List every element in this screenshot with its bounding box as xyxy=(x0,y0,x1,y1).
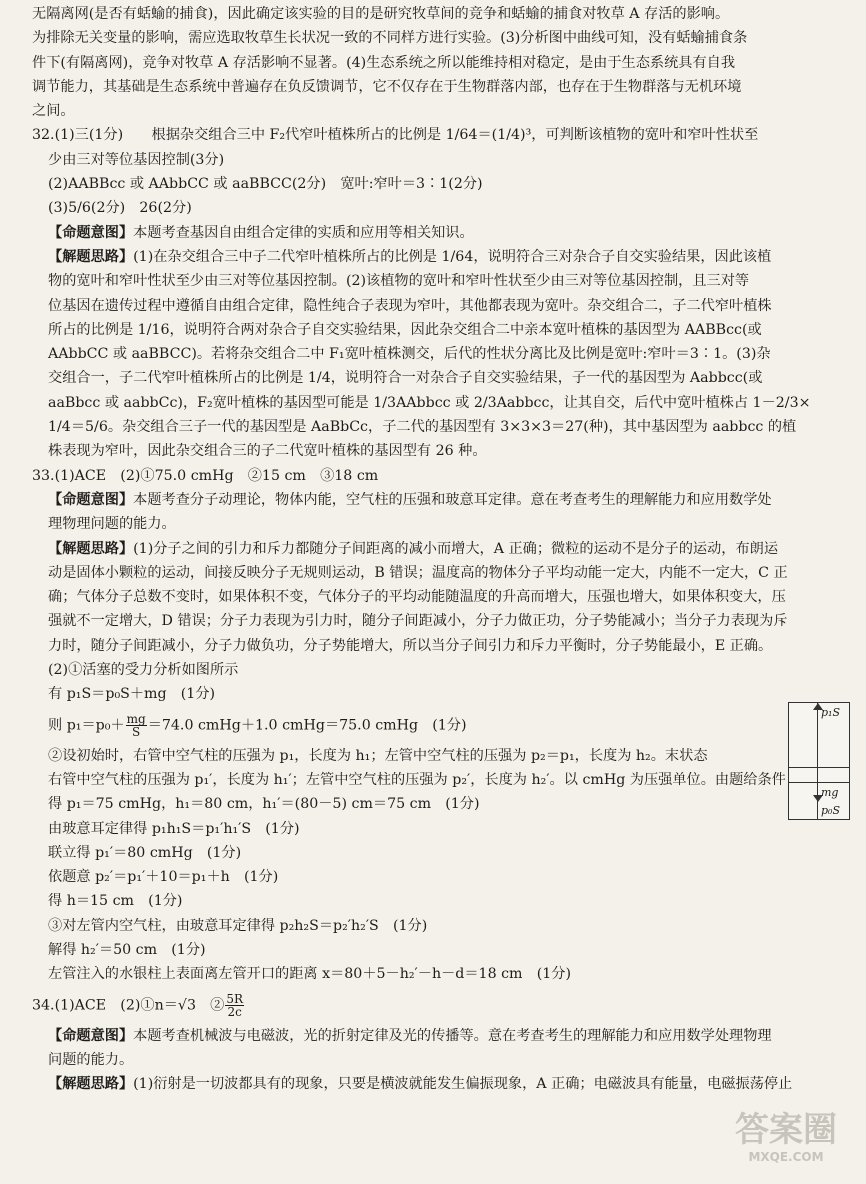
solution-line: ③对左管内空气柱，由玻意耳定律得 p₂h₂S＝p₂′h₂′S (1分) xyxy=(48,917,428,934)
force-label-p1s: p₁S xyxy=(821,706,840,719)
intent-paragraph: 【命题意图】本题考查基因自由组合定律的实质和应用等相关知识。 xyxy=(48,224,474,241)
analysis-line: 【解题思路】(1)衍射是一切波都具有的现象，只要是横波就能发生偏振现象，A 正确；电磁波具有能量，电磁振荡停止 xyxy=(48,1076,793,1093)
force-label-mg: mg xyxy=(821,786,839,799)
analysis-line: 确；气体分子总数不变时，如果体积不变，气体分子的平均动能随温度的升高而增大，压强也增大，如果体积变大，压 xyxy=(48,589,786,606)
solution-line: ②设初始时，右管中空气柱的压强为 p₁，长度为 h₁；左管中空气柱的压强为 p₂＝p₁，长度为 h₂。末状态 xyxy=(48,747,708,764)
answer-line: (2)AABBcc 或 AAbbCC 或 aaBBCC(2分) 宽叶:窄叶＝3∶1(2分) xyxy=(48,176,483,193)
intent-tag: 【命题意图】 xyxy=(48,1027,134,1044)
solution-line: 由玻意耳定律得 p₁h₁S＝p₁′h₁′S (1分) xyxy=(48,820,300,837)
answer-line: 33.(1)ACE (2)①75.0 cmHg ②15 cm ③18 cm xyxy=(32,467,379,484)
analysis-line: 位基因在遗传过程中遵循自由组合定律，隐性纯合子表现为窄叶，其他都表现为宽叶。杂交组合二，子二代窄叶植株 xyxy=(48,297,772,314)
solution-line: 则 p₁＝p₀＋ $\frac{mg}{S}$ ＝74.0 cmHg＋1.0 cmHg＝75.0 cmHg (1分) xyxy=(48,711,467,739)
solution-line: 左管注入的水银柱上表面离左管开口的距离 x＝80＋5－h₂′－h－d＝18 cm (1分) xyxy=(48,966,571,983)
analysis-line: 株表现为窄叶，因此杂交组合三的子二代宽叶植株的基因型有 26 种。 xyxy=(48,443,487,460)
analysis-tag: 【解题思路】 xyxy=(48,248,134,265)
text-line: 件下(有隔离网)，竞争对牧草 A 存活影响不显著。(4)生态系统之所以能维持相对稳定，是由于生态系统具有自我 xyxy=(32,54,736,71)
text-line: 调节能力，其基础是生态系统中普遍存在负反馈调节，它不仅存在于生物群落内部，也存在于生物群落与无机环境 xyxy=(32,78,742,95)
solution-line: 解得 h₂′＝50 cm (1分) xyxy=(48,941,206,958)
fraction: $\frac{5R}{2c}$ xyxy=(226,991,244,1019)
fraction: $\frac{mg}{S}$ xyxy=(126,711,146,739)
piston xyxy=(789,767,849,783)
question-32 xyxy=(32,123,838,463)
analysis-line: 物的宽叶和窄叶性状至少由三对等位基因控制。(2)该植物的宽叶和窄叶性状至少由三对等位基因控制，且三对等 xyxy=(48,273,750,290)
answer-line: 少由三对等位基因控制(3分) xyxy=(48,151,225,168)
question-34 xyxy=(32,993,838,1097)
analysis-line: aaBbcc 或 aabbCc)，F₂宽叶植株的基因型可能是 1/3AAbbcc 或 2/3Aabbcc，让其自交，后代中宽叶植株占 1－2/3× xyxy=(48,394,811,411)
intent-paragraph: 【命题意图】本题考查分子动理论，物体内能，空气柱的压强和玻意耳定律。意在考查考生的理解能力和应用数学处 xyxy=(48,491,772,508)
answer-line: 34.(1)ACE (2)①n＝√3 ② $\frac{5R}{2c}$ xyxy=(32,991,244,1019)
analysis-line: 【解题思路】(1)分子之间的引力和斥力都随分子间距离的减小而增大，A 正确；微粒的运动不是分子的运动，布朗运 xyxy=(48,540,779,557)
intent-tag: 【命题意图】 xyxy=(48,491,134,508)
force-label-p0s: p₀S xyxy=(821,804,840,817)
solution-line: 联立得 p₁′＝80 cmHg (1分) xyxy=(48,844,242,861)
piston-force-diagram xyxy=(788,702,850,820)
analysis-tag: 【解题思路】 xyxy=(48,540,134,557)
solution-line: 依题意 p₂′＝p₁′＋10＝p₁＋h (1分) xyxy=(48,869,279,886)
question-33 xyxy=(32,464,838,987)
ecology-continuation xyxy=(32,2,838,123)
intent-paragraph: 【命题意图】本题考查机械波与电磁波，光的折射定律及光的传播等。意在考查考生的理解能力和应用数学处理物理 xyxy=(48,1027,772,1044)
answer-line: 32.(1)三(1分) 根据杂交组合三中 F₂代窄叶植株所占的比例是 1/64＝(1/4)³，可判断该植物的宽叶和窄叶性状至 xyxy=(32,127,759,144)
analysis-line: 力时，随分子间距减小，分子力做负功，分子势能增大，所以当分子间引力和斥力平衡时，分子势能最小，E 正确。 xyxy=(48,637,773,654)
intent-line: 理物理问题的能力。 xyxy=(48,516,176,533)
analysis-tag: 【解题思路】 xyxy=(48,1076,134,1093)
text-line: 无隔离网(是否有蛞蝓的捕食)，因此确定该实验的目的是研究牧草间的竞争和蛞蝓的捕食对牧草 A 存活的影响。 xyxy=(32,6,730,22)
intent-line: 问题的能力。 xyxy=(48,1051,134,1068)
solution-line: (2)①活塞的受力分析如图所示 xyxy=(48,662,239,679)
answer-line: (3)5/6(2分) 26(2分) xyxy=(48,200,192,217)
analysis-line: 交组合一，子二代窄叶植株所占的比例是 1/4，说明符合一对杂合子自交实验结果，子一代的基因型为 Aabbcc(或 xyxy=(48,370,763,387)
text-line: 为排除无关变量的影响，需应选取牧草生长状况一致的不同样方进行实验。(3)分析图中曲线可知，没有蛞蝓捕食条 xyxy=(32,30,748,47)
solution-line: 右管中空气柱的压强为 p₁′，长度为 h₁′；左管中空气柱的压强为 p₂′，长度为 h₂′。以 cmHg 为压强单位。由题给条件 xyxy=(48,771,786,788)
answer-page xyxy=(32,2,838,1096)
analysis-line: AAbbCC 或 aaBBCC)。若将杂交组合二中 F₁宽叶植株测交，后代的性状分离比及比例是宽叶:窄叶＝3∶1。(3)杂 xyxy=(48,346,771,363)
solution-line: 有 p₁S＝p₀S＋mg (1分) xyxy=(48,686,216,703)
text-line: 之间。 xyxy=(32,103,75,120)
analysis-line: 1/4＝5/6。杂交组合三子一代的基因型是 AaBbCc，子二代的基因型有 3×3×3＝27(种)，其中基因型为 aabbcc 的植 xyxy=(48,419,797,436)
solution-line: 得 p₁＝75 cmHg，h₁＝80 cm，h₁′＝(80－5) cm＝75 cm (1分) xyxy=(48,796,480,813)
intent-tag: 【命题意图】 xyxy=(48,224,134,241)
analysis-line: 强就不一定增大，D 错误；分子力表现为引力时，随分子间距减小，分子力做正功，分子势能减小；当分子力表现为斥 xyxy=(48,613,788,630)
analysis-line: 所占的比例是 1/16，说明符合两对杂合子自交实验结果，因此杂交组合二中亲本宽叶植株的基因型为 AABBcc(或 xyxy=(48,321,762,338)
solution-line: 得 h＝15 cm (1分) xyxy=(48,893,183,910)
watermark-logo: 答案圈 MXQE.COM xyxy=(735,1110,837,1164)
analysis-line: 动是固体小颗粒的运动，间接反映分子无规则运动，B 错误；温度高的物体分子平均动能一定大，内能不一定大，C 正 xyxy=(48,564,788,581)
analysis-line: 【解题思路】(1)在杂交组合三中子二代窄叶植株所占的比例是 1/64，说明符合三对杂合子自交实验结果，因此该植 xyxy=(48,248,772,265)
